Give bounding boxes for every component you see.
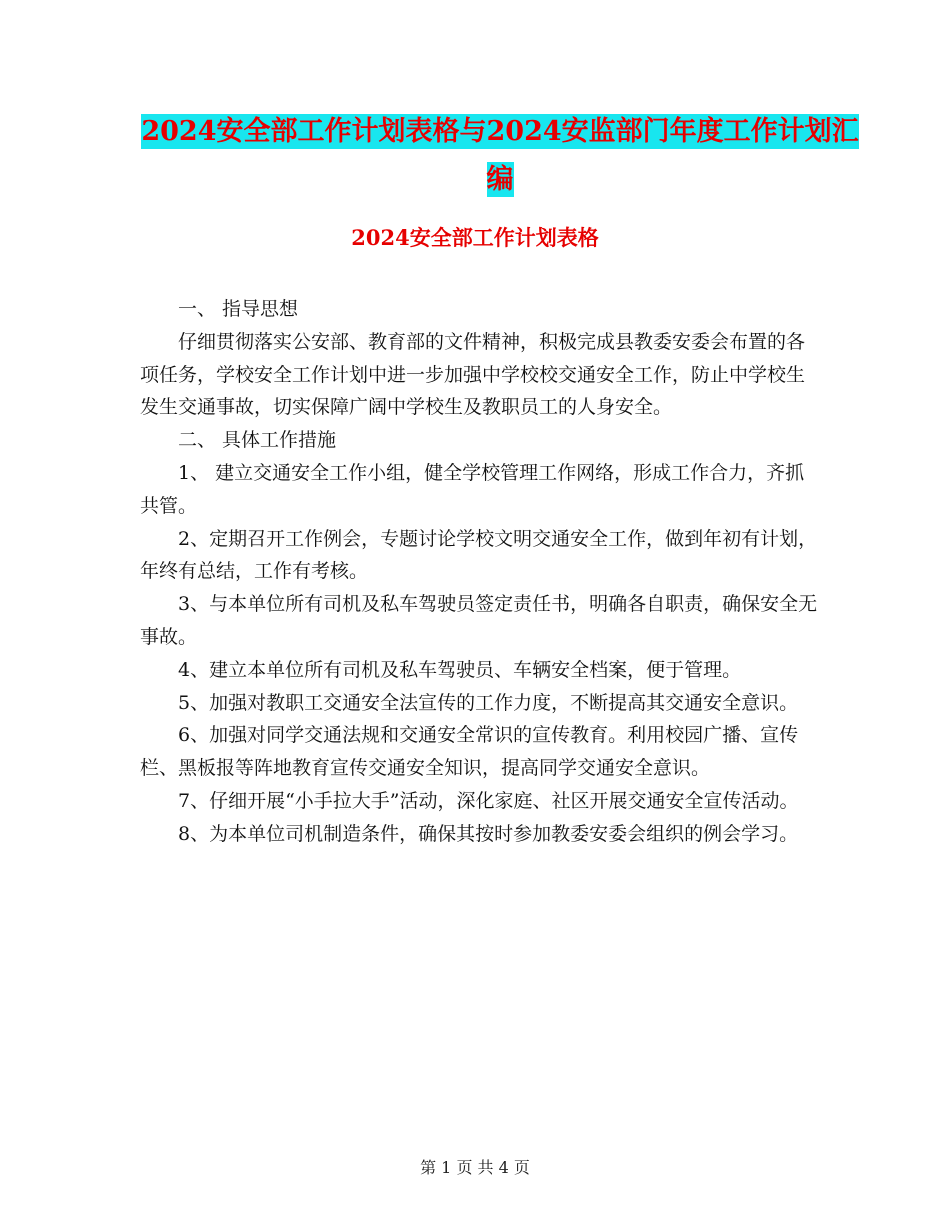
paragraph-heading-guiding-idea: 一、 指导思想 bbox=[178, 298, 299, 320]
paragraph: 2、定期召开工作例会，专题讨论学校文明交通安全工作，做到年初有计划，年终有总结，工作有考核。 bbox=[140, 527, 818, 583]
paragraph: 5、加强对教职工交通安全法宣传的工作力度，不断提高其交通安全意识。 bbox=[178, 691, 799, 714]
document-body bbox=[140, 293, 820, 851]
document-title bbox=[140, 108, 860, 204]
document-title-text: 2024安全部工作计划表格与2024安监部门年度工作计划汇编 bbox=[141, 116, 859, 195]
paragraph: 仔细贯彻落实公安部、教育部的文件精神，积极完成县教委安委会布置的各项任务，学校安全工作计划中进一步加强中学校校交通安全工作，防止中学校生发生交通事故，切实保障广阔中学校生及教职员工的人身安全。 bbox=[140, 330, 806, 419]
paragraph: 8、为本单位司机制造条件，确保其按时参加教委安委会组织的例会学习。 bbox=[178, 822, 799, 845]
paragraph: 4、建立本单位所有司机及私车驾驶员、车辆安全档案，便于管理。 bbox=[178, 658, 742, 681]
section-title: 2024安全部工作计划表格 bbox=[351, 225, 599, 250]
paragraph: 6、加强对同学交通法规和交通安全常识的宣传教育。利用校园广播、宣传栏、黑板报等阵地教育宣传交通安全知识，提高同学交通安全意识。 bbox=[140, 724, 799, 780]
paragraph-heading-measures: 二、 具体工作措施 bbox=[178, 429, 337, 452]
page-footer: 第 1 页 共 4 页 bbox=[420, 1158, 530, 1177]
paragraph: 3、与本单位所有司机及私车驾驶员签定责任书，明确各自职责，确保安全无事故。 bbox=[140, 593, 818, 648]
paragraph: 1、 建立交通安全工作小组，健全学校管理工作网络，形成工作合力，齐抓共管。 bbox=[140, 461, 805, 517]
paragraph: 7、仔细开展“小手拉大手”活动，深化家庭、社区开展交通安全宣传活动。 bbox=[178, 789, 799, 812]
